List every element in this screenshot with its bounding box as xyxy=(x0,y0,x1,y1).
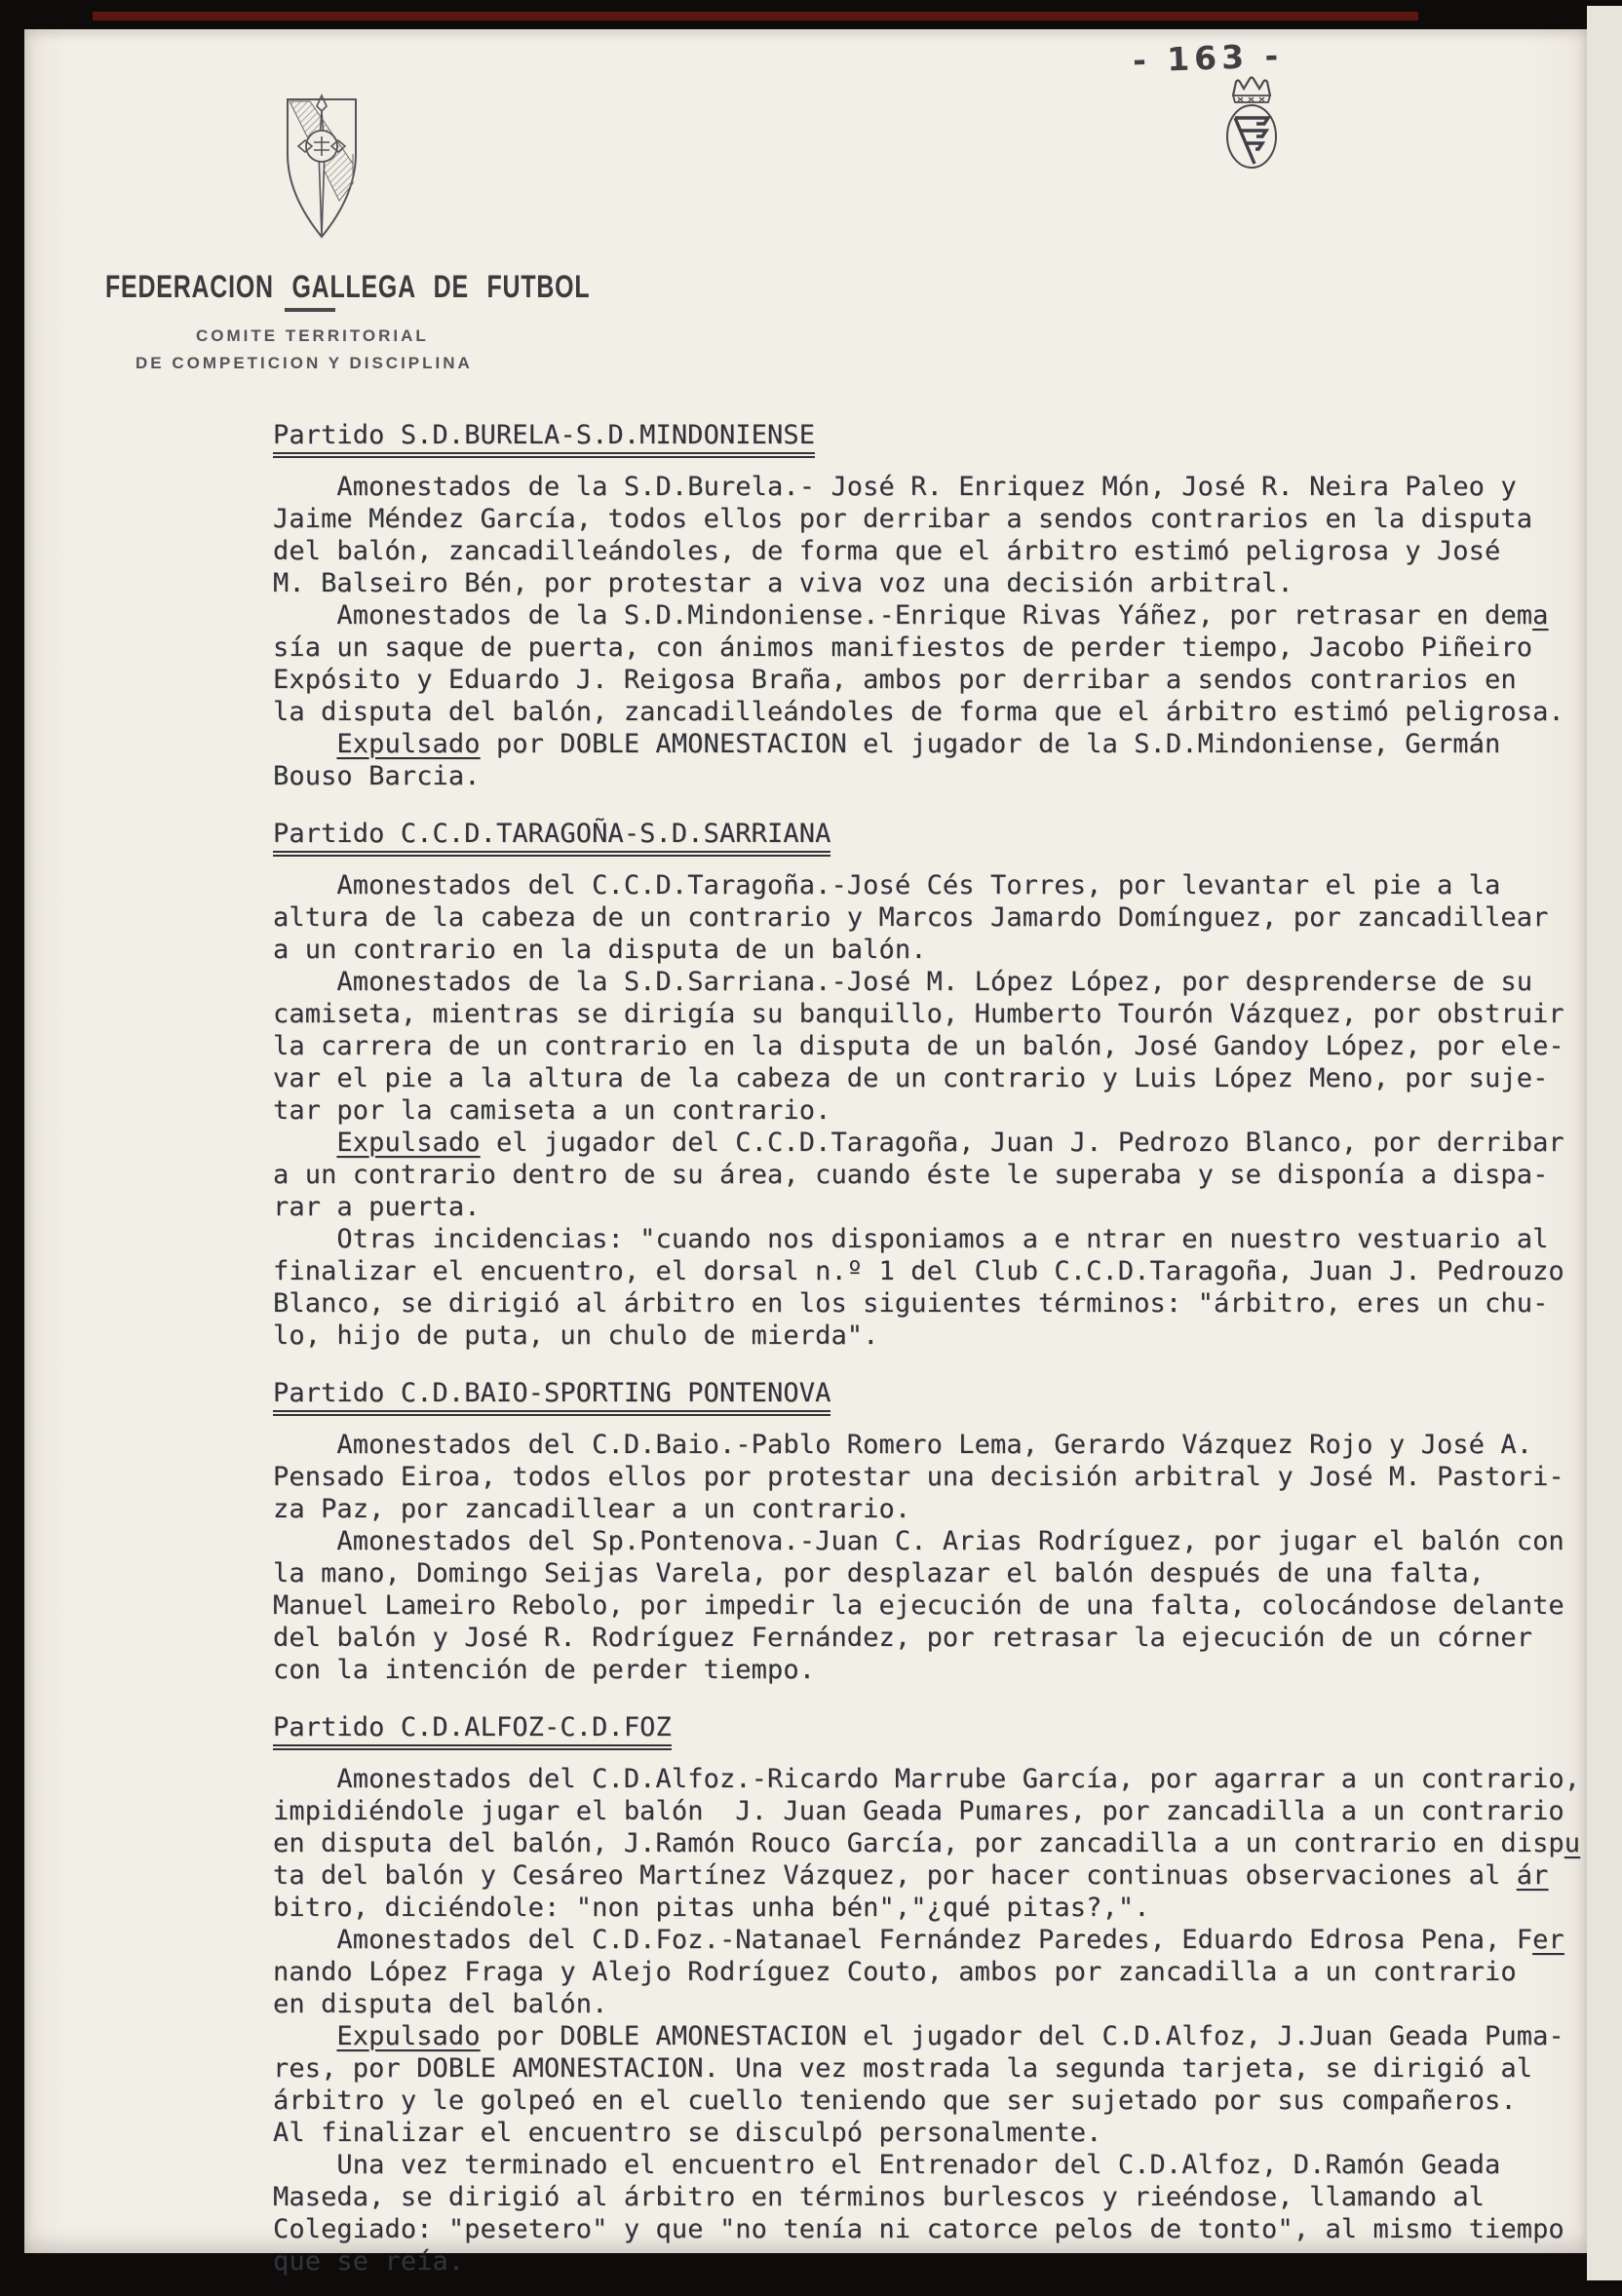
document-line: a un contrario en la disputa de un balón. xyxy=(273,935,927,965)
document-line: Una vez terminado el encuentro el Entrenador del C.D.Alfoz, D.Ramón Geada xyxy=(273,2150,1501,2180)
committee-line-1: COMITE TERRITORIAL xyxy=(196,326,429,345)
document-line: Maseda, se dirigió al árbitro en términos burlescos y rieéndose, llamando al xyxy=(273,2182,1486,2212)
document-line: var el pie a la altura de la cabeza de un contrario y Luis López Meno, por suje- xyxy=(273,1063,1549,1093)
document-line: la mano, Domingo Seijas Varela, por desplazar el balón después de una falta, xyxy=(273,1558,1486,1588)
document-line: bitro, diciéndole: "non pitas unha bén","¿qué pitas?,". xyxy=(273,1893,1150,1923)
document-line: Expulsado por DOBLE AMONESTACION el jugador del C.D.Alfoz, J.Juan Geada Puma- xyxy=(336,2021,1564,2051)
document-line: la disputa del balón, zancadilleándoles de forma que el árbitro estimó peligrosa. xyxy=(273,697,1564,727)
document-line: la carrera de un contrario en la disputa de un balón, José Gandoy López, por ele- xyxy=(273,1031,1564,1061)
match-section xyxy=(273,1711,1599,2277)
document-line: Expulsado por DOBLE AMONESTACION el jugador de la S.D.Mindoniense, Germán xyxy=(336,729,1501,759)
document-body xyxy=(273,419,1599,2296)
match-section xyxy=(273,818,1599,1352)
document-line: Amonestados del Sp.Pontenova.-Juan C. Arias Rodríguez, por jugar el balón con xyxy=(273,1526,1564,1556)
document-line: Otras incidencias: "cuando nos disponiamos a e ntrar en nuestro vestuario al xyxy=(273,1224,1549,1254)
document-line: impidiéndole jugar el balón J. Juan Geada Pumares, por zancadilla a un contrario xyxy=(273,1796,1564,1826)
section-heading: Partido C.D.ALFOZ-C.D.FOZ xyxy=(273,1711,1599,1750)
document-line: árbitro y le golpeó en el cuello teniendo que ser sujetado por sus compañeros. xyxy=(273,2086,1517,2116)
federacion-gallega-shield-icon xyxy=(281,94,363,242)
document-line: sía un saque de puerta, con ánimos manifiestos de perder tiempo, Jacobo Piñeiro xyxy=(273,632,1533,663)
document-line: Pensado Eiroa, todos ellos por protestar una decisión arbitral y José M. Pastori- xyxy=(273,1462,1564,1492)
section-heading: Partido S.D.BURELA-S.D.MINDONIENSE xyxy=(273,419,1599,458)
page-number: - 163 - xyxy=(1132,36,1284,80)
document-line: Bouso Barcia. xyxy=(273,761,481,791)
document-line: Amonestados del C.D.Baio.-Pablo Romero Lema, Gerardo Vázquez Rojo y José A. xyxy=(273,1430,1533,1460)
document-line: Colegiado: "pesetero" y que "no tenía ni catorce pelos de tonto", al mismo tiempo xyxy=(273,2214,1564,2244)
document-line: res, por DOBLE AMONESTACION. Una vez mostrada la segunda tarjeta, se dirigió al xyxy=(273,2053,1533,2084)
document-line: Manuel Lameiro Rebolo, por impedir la ejecución de una falta, colocándose delante xyxy=(273,1590,1564,1621)
document-line: en disputa del balón, J.Ramón Rouco García, por zancadilla a un contrario en dispu xyxy=(273,1828,1581,1858)
document-line: nando López Fraga y Alejo Rodríguez Couto, ambos por zancadilla a un contrario xyxy=(273,1957,1517,1987)
document-line: Expulsado el jugador del C.C.D.Taragoña, Juan J. Pedrozo Blanco, por derribar xyxy=(336,1128,1564,1158)
section-heading: Partido C.C.D.TARAGOÑA-S.D.SARRIANA xyxy=(273,818,1599,857)
document-line: tar por la camiseta a un contrario. xyxy=(273,1095,831,1126)
document-line: finalizar el encuentro, el dorsal n.º 1 del Club C.C.D.Taragoña, Juan J. Pedrouzo xyxy=(273,1256,1564,1286)
document-line: camiseta, mientras se dirigía su banquillo, Humberto Tourón Vázquez, por obstruir xyxy=(273,999,1564,1029)
match-section xyxy=(273,419,1599,792)
document-line: ta del balón y Cesáreo Martínez Vázquez, por hacer continuas observaciones al ár xyxy=(273,1860,1549,1891)
document-line: Amonestados de la S.D.Mindoniense.-Enrique Rivas Yáñez, por retrasar en dema xyxy=(273,600,1549,631)
document-line: Amonestados del C.D.Alfoz.-Ricardo Marrube García, por agarrar a un contrario, xyxy=(273,1764,1581,1794)
document-line: rar a puerta. xyxy=(273,1192,481,1222)
scan-top-red-line xyxy=(93,12,1418,20)
document-line: a un contrario dentro de su área, cuando éste le superaba y se disponía a dispa- xyxy=(273,1160,1549,1190)
document-line: Amonestados del C.D.Foz.-Natanael Fernández Paredes, Eduardo Edrosa Pena, Fer xyxy=(273,1925,1564,1955)
document-line: Amonestados de la S.D.Burela.- José R. Enriquez Món, José R. Neira Paleo y xyxy=(273,472,1517,502)
document-line: lo, hijo de puta, un chulo de mierda". xyxy=(273,1320,879,1351)
document-line: Amonestados del C.C.D.Taragoña.-José Cés Torres, por levantar el pie a la xyxy=(273,870,1501,900)
document-line: con la intención de perder tiempo. xyxy=(273,1655,816,1685)
document-line: del balón y José R. Rodríguez Fernández, por retrasar la ejecución de un córner xyxy=(273,1623,1533,1653)
committee-line-2: DE COMPETICION Y DISCIPLINA xyxy=(135,354,473,372)
org-title: FEDERACION GALLEGA DE FUTBOL xyxy=(105,269,591,304)
document-line: M. Balseiro Bén, por protestar a viva voz una decisión arbitral. xyxy=(273,568,1294,598)
document-line: za Paz, por zancadillear a un contrario. xyxy=(273,1494,911,1524)
section-heading: Partido C.D.BAIO-SPORTING PONTENOVA xyxy=(273,1377,1599,1416)
document-line: Amonestados de la S.D.Sarriana.-José M. López López, por desprenderse de su xyxy=(273,967,1533,997)
document-line: del balón, zancadilleándoles, de forma que el árbitro estimó peligrosa y José xyxy=(273,536,1501,566)
match-section xyxy=(273,1377,1599,1686)
rfef-crowned-crest-icon xyxy=(1212,74,1292,173)
document-line: altura de la cabeza de un contrario y Marcos Jamardo Domínguez, por zancadillear xyxy=(273,902,1549,933)
org-title-rule xyxy=(285,308,335,312)
document-line: Blanco, se dirigió al árbitro en los siguientes términos: "árbitro, eres un chu- xyxy=(273,1288,1549,1319)
document-line: Expósito y Eduardo J. Reigosa Braña, ambos por derribar a sendos contrarios en xyxy=(273,665,1517,695)
document-line: Al finalizar el encuentro se disculpó personalmente. xyxy=(273,2118,1102,2148)
document-line: que se reía. xyxy=(273,2246,465,2277)
document-line: Jaime Méndez García, todos ellos por derribar a sendos contrarios en la disputa xyxy=(273,504,1533,534)
document-line: en disputa del balón. xyxy=(273,1989,608,2019)
